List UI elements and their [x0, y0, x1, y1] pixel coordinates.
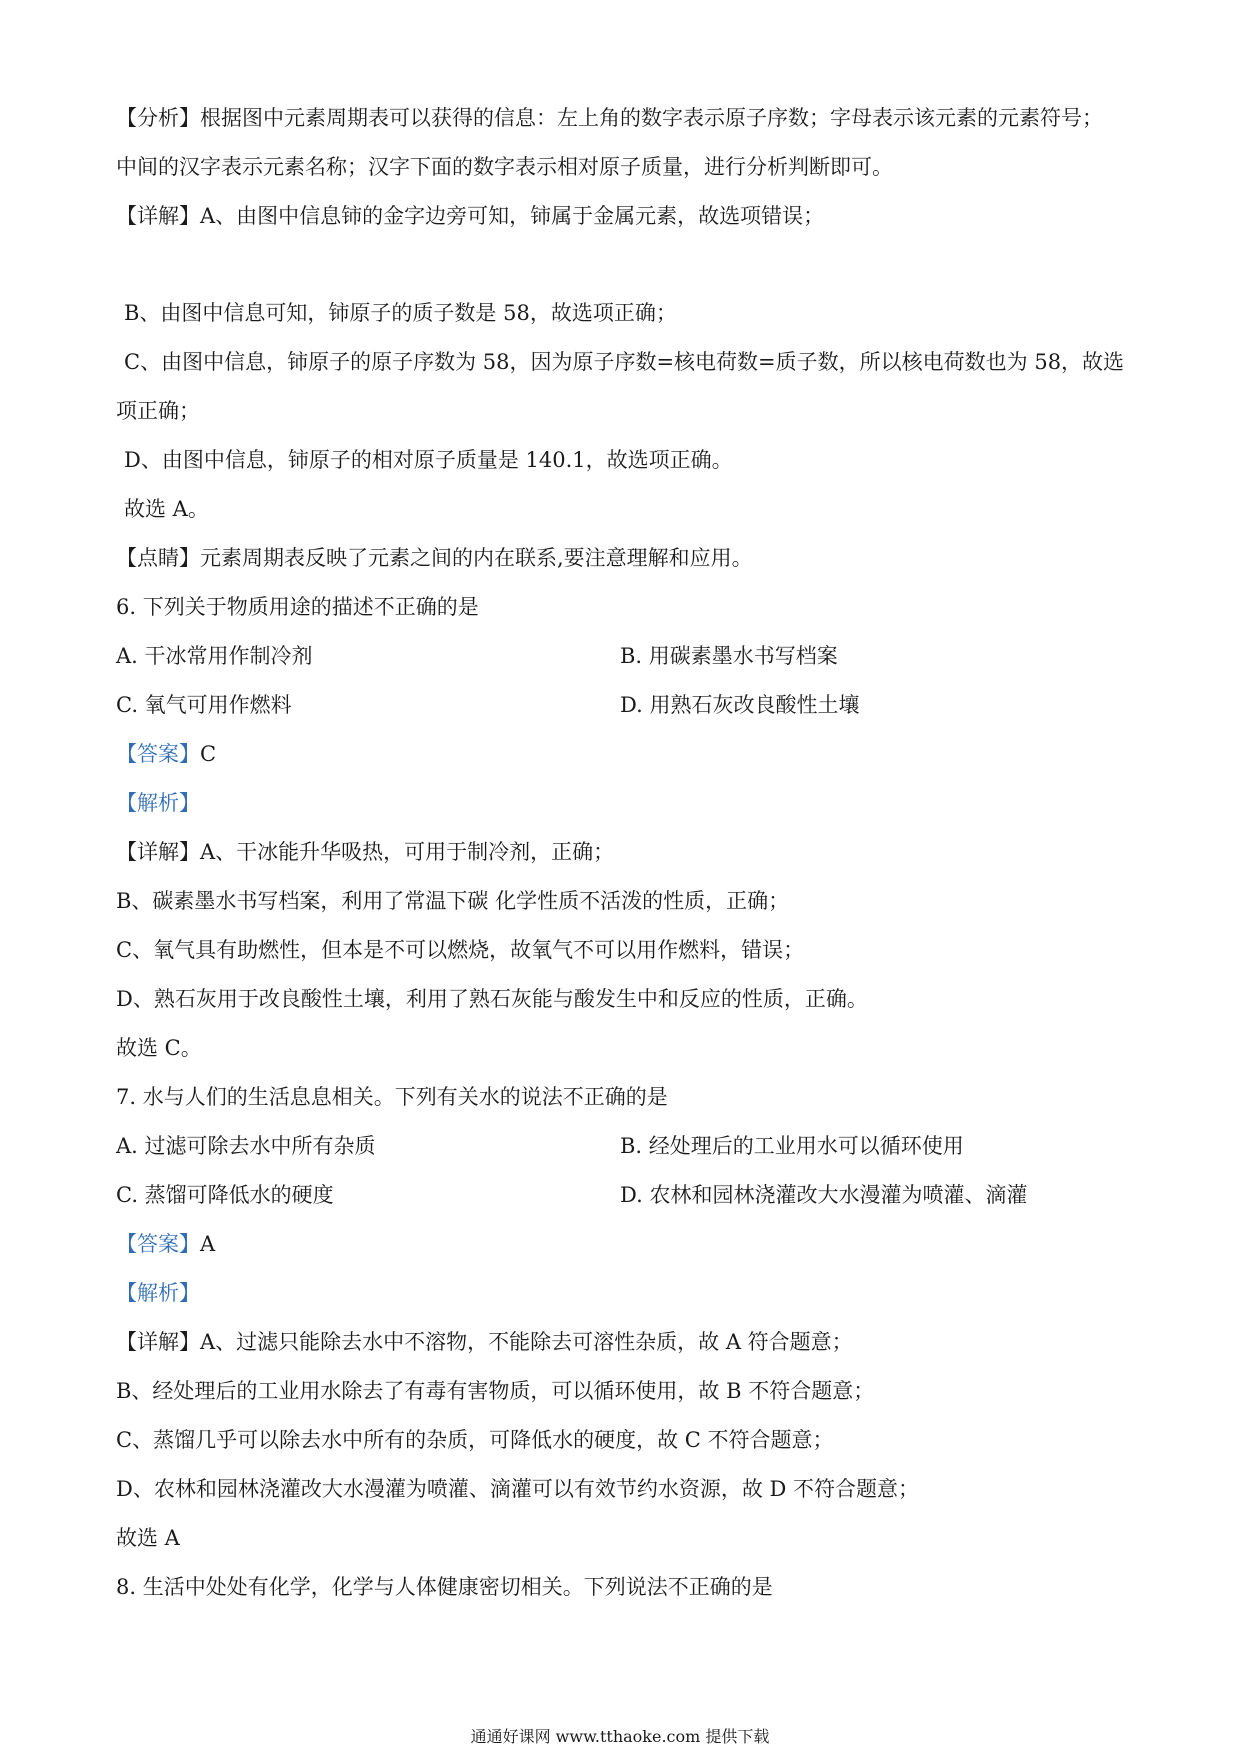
- q7-detail-b: B、经处理后的工业用水除去了有毒有害物质，可以循环使用，故 B 不符合题意；: [116, 1379, 875, 1403]
- question-6-stem: 6. 下列关于物质用途的描述不正确的是: [116, 595, 479, 619]
- analysis-line-1: 【分析】根据图中元素周期表可以获得的信息：左上角的数字表示原子序数；字母表示该元素的元素符号；: [116, 106, 1103, 130]
- q7-detail-d: D、农林和园林浇灌改大水漫灌为喷灌、滴灌可以有效节约水资源，故 D 不符合题意；: [116, 1477, 920, 1501]
- question-8-stem: 8. 生活中处处有化学，化学与人体健康密切相关。下列说法不正确的是: [116, 1575, 773, 1599]
- q6-detail-d: D、熟石灰用于改良酸性土壤，利用了熟石灰能与酸发生中和反应的性质，正确。: [116, 987, 868, 1011]
- q6-option-d: D. 用熟石灰改良酸性土壤: [620, 693, 860, 717]
- detail-line-b: B、由图中信息可知，铈原子的质子数是 58，故选项正确；: [124, 301, 677, 325]
- q7-option-d: D. 农林和园林浇灌改大水漫灌为喷灌、滴灌: [620, 1183, 1028, 1207]
- q7-detail-a: 【详解】A、过滤只能除去水中不溶物，不能除去可溶性杂质，故 A 符合题意；: [116, 1330, 853, 1354]
- q7-conclusion: 故选 A: [116, 1526, 180, 1550]
- analysis-line-2: 中间的汉字表示元素名称；汉字下面的数字表示相对原子质量，进行分析判断即可。: [116, 155, 893, 179]
- q7-option-a: A. 过滤可除去水中所有杂质: [116, 1134, 376, 1158]
- q6-option-c: C. 氧气可用作燃料: [116, 693, 292, 717]
- detail-line-a: 【详解】A、由图中信息铈的金字边旁可知，铈属于金属元素，故选项错误；: [116, 204, 825, 228]
- q6-option-a: A. 干冰常用作制冷剂: [116, 644, 313, 668]
- q7-option-b: B. 经处理后的工业用水可以循环使用: [620, 1134, 964, 1158]
- answer-value: C: [200, 742, 217, 766]
- q7-detail-c: C、蒸馏几乎可以除去水中所有的杂质，可降低水的硬度，故 C 不符合题意；: [116, 1428, 834, 1452]
- conclusion-line: 故选 A。: [124, 497, 209, 521]
- q7-analysis-tag: 【解析】: [116, 1281, 200, 1305]
- q6-detail-b: B、碳素墨水书写档案，利用了常温下碳 化学性质不活泼的性质，正确；: [116, 889, 790, 913]
- q6-detail-c: C、氧气具有助燃性，但本是不可以燃烧，故氧气不可以用作燃料，错误；: [116, 938, 805, 962]
- answer-tag: 【答案】: [116, 742, 200, 766]
- download-footer: 通通好课网 www.tthaoke.com 提供下载: [470, 1727, 770, 1746]
- q6-analysis-tag: 【解析】: [116, 791, 200, 815]
- q6-answer: [116, 739, 1136, 769]
- q6-detail-a: 【详解】A、干冰能升华吸热，可用于制冷剂，正确；: [116, 840, 615, 864]
- q7-option-c: C. 蒸馏可降低水的硬度: [116, 1183, 334, 1207]
- detail-line-c: C、由图中信息，铈原子的原子序数为 58，因为原子序数=核电荷数=质子数，所以核电荷数也为 58，故选: [124, 350, 1125, 374]
- comment-line: 【点睛】元素周期表反映了元素之间的内在联系,要注意理解和应用。: [116, 546, 753, 570]
- detail-line-d: D、由图中信息，铈原子的相对原子质量是 140.1，故选项正确。: [124, 448, 733, 472]
- answer-tag: 【答案】: [116, 1232, 200, 1256]
- detail-line-c-cont: 项正确；: [116, 399, 200, 423]
- question-7-stem: 7. 水与人们的生活息息相关。下列有关水的说法不正确的是: [116, 1085, 668, 1109]
- q7-answer: [116, 1229, 1136, 1259]
- q6-conclusion: 故选 C。: [116, 1036, 202, 1060]
- q6-option-b: B. 用碳素墨水书写档案: [620, 644, 838, 668]
- answer-value: A: [200, 1232, 216, 1256]
